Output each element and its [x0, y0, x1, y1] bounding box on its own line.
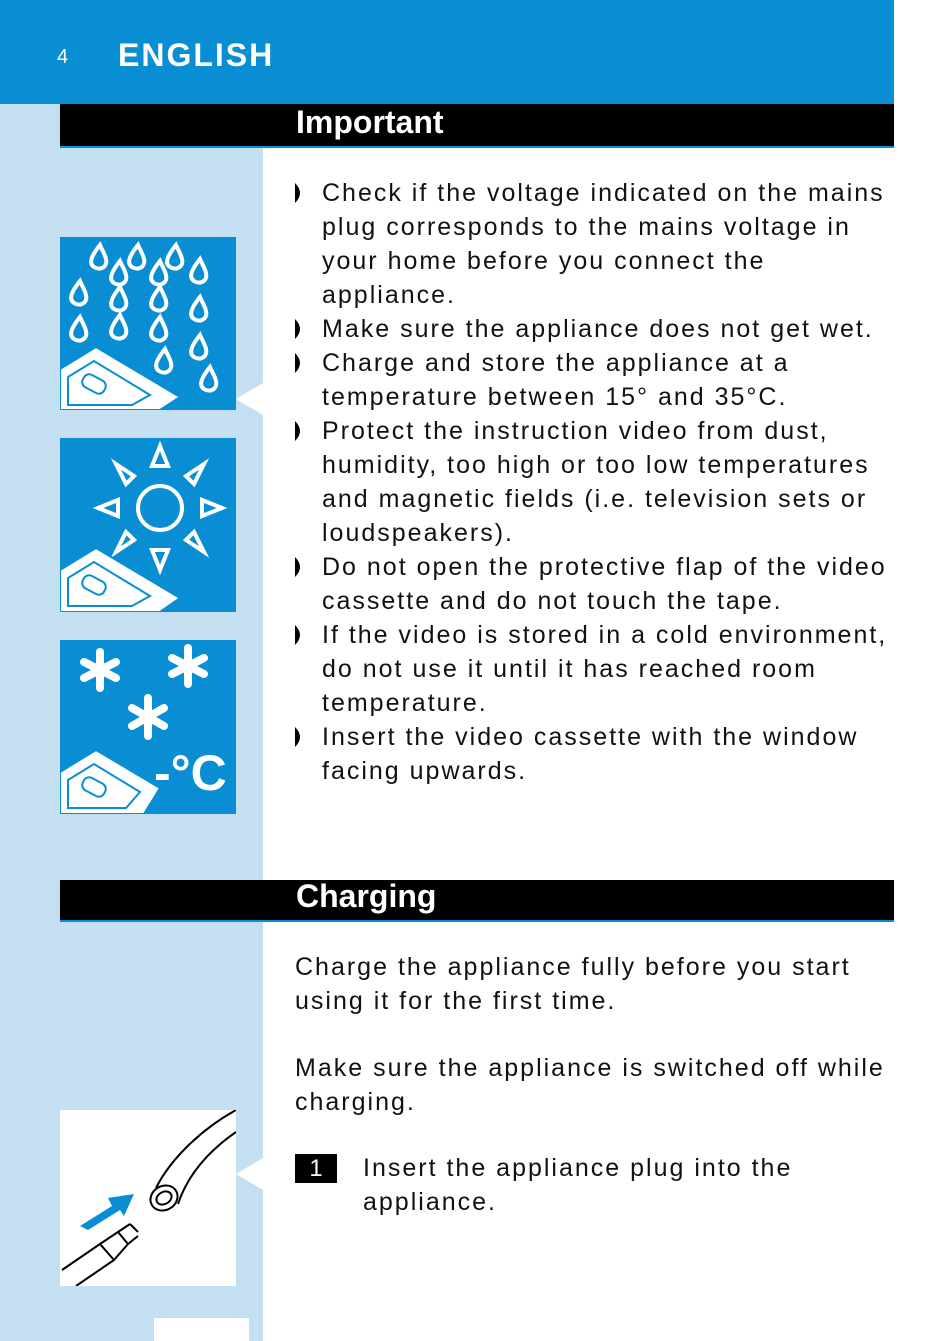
charging-title: Charging: [296, 878, 437, 914]
important-bullet-list: [295, 176, 895, 788]
header-band: [0, 0, 894, 104]
important-section-bar: [60, 104, 894, 148]
snowflakes-icon: [60, 640, 236, 814]
bullet-text: Make sure the appliance does not get wet.: [322, 315, 874, 343]
charging-paragraph-2: Make sure the appliance is switched off while charging.: [295, 1054, 885, 1116]
bullet-text: Do not open the protective flap of the video cassette and do not touch the tape.: [322, 553, 887, 615]
list-item: [295, 618, 895, 720]
page-number: 4: [57, 46, 69, 68]
rain-drops-icon: [60, 237, 236, 410]
bullet-text: Protect the instruction video from dust, humidity, too high or too low temperatures and magnetic fields (i.e. television sets or loudspeakers).: [322, 417, 870, 547]
charging-paragraph-1: Charge the appliance fully before you start using it for the first time.: [295, 953, 851, 1015]
list-item: [295, 414, 895, 550]
illustration-pointer: [236, 383, 263, 415]
sun-icon: [60, 438, 236, 612]
cold-temperature-label: -°C: [154, 745, 227, 801]
list-item: [295, 720, 895, 788]
bullet-text: Charge and store the appliance at a temperature between 15° and 35°C.: [322, 349, 790, 411]
list-item: [295, 550, 895, 618]
bullet-text: Check if the voltage indicated on the mains plug corresponds to the mains voltage in your home before you connect the appliance.: [322, 179, 885, 309]
step-number: 1: [295, 1154, 337, 1183]
step-text: Insert the appliance plug into the appliance.: [363, 1154, 793, 1216]
charging-section-bar: [60, 880, 894, 922]
language-title: ENGLISH: [118, 37, 275, 73]
plug-illustration-pointer: [236, 1158, 263, 1190]
footer-mark: [154, 1318, 249, 1341]
plug-icon: [60, 1110, 236, 1286]
list-item: [295, 176, 895, 312]
bullet-text: Insert the video cassette with the window facing upwards.: [322, 723, 859, 785]
bullet-text: If the video is stored in a cold environment, do not use it until it has reached room temperature.: [322, 621, 888, 717]
list-item: [295, 346, 895, 414]
important-title: Important: [296, 104, 444, 140]
list-item: [295, 312, 895, 346]
